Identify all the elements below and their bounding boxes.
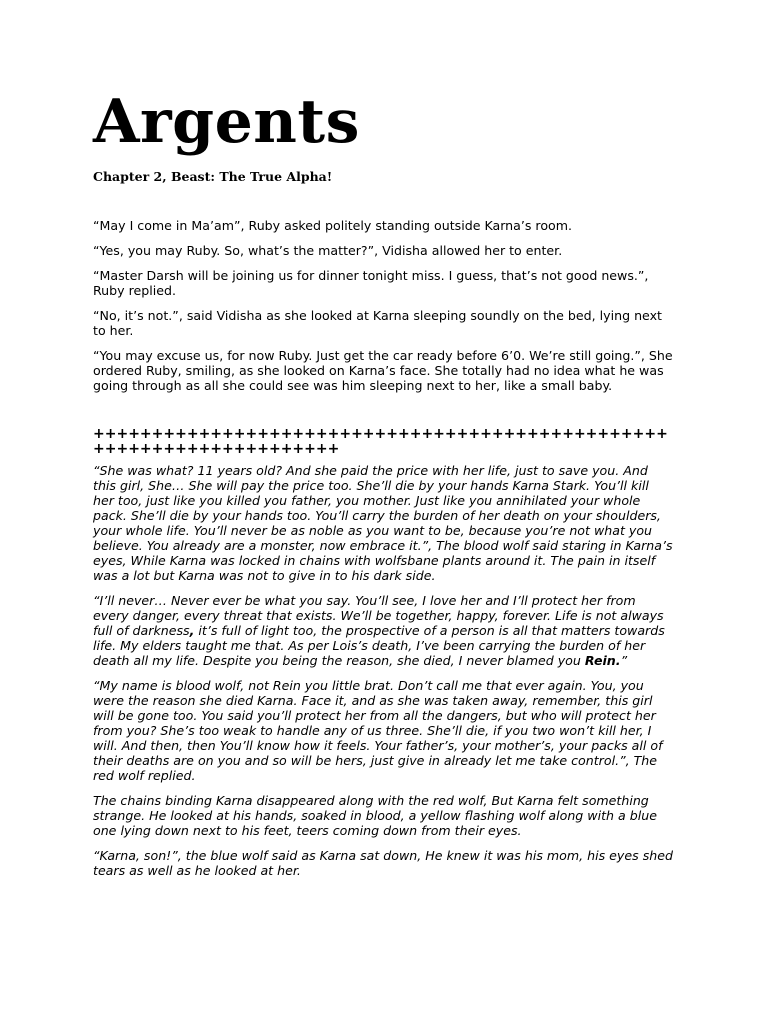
section-separator: ++++++++++++++++++++++++++++++++++++++++++++++++++++++++++++++++++++++ — [93, 426, 668, 457]
italic-paragraph — [93, 593, 673, 668]
italic-paragraph: “My name is blood wolf, not Rein you little brat. Don’t call me that ever again. You, you were the reason she died Karna. Face it, and as she was taken away, remember, this girl will be gone too. You said you’ll protect her from all the dangers, but who will protect her from you? She’s too weak to handle any of us three. She’ll die, if you two won’t kill her, I will. And then, then You’ll know how it feels. Your father’s, your mother’s, your packs all of their deaths are on you and so will be hers, just give in already let me take control.”, The red wolf replied. — [93, 678, 663, 783]
bold-name: Rein. — [584, 653, 621, 668]
italic-paragraph: “She was what? 11 years old? And she paid the price with her life, just to save you. And this girl, She… She will pay the price too. She’ll die by your hands Karna Stark. You’ll kill her too, just like you killed you father, you mother. Just like you annihilated your whole pack. She’ll die by your hands too. You’ll carry the burden of her death on your shoulders, your whole life. You’ll never be as noble as you want to be, because you’re not what you believe. You already are a monster, now embrace it.”, The blood wolf said staring in Karna’s eyes, While Karna was locked in chains with wolfsbane plants around it. The pain in itself was a lot but Karna was not to give in to his dark side. — [93, 463, 673, 583]
paragraph: “You may excuse us, for now Ruby. Just get the car ready before 6’0. We’re still going.”, She ordered Ruby, smiling, as she looked on Karna’s face. She totally had no idea what he was going through as all she could see was him sleeping next to her, like a small baby. — [93, 348, 673, 393]
chapter-subtitle: Chapter 2, Beast: The True Alpha! — [93, 169, 333, 184]
paragraph: “May I come in Ma’am”, Ruby asked politely standing outside Karna’s room. — [93, 218, 572, 233]
paragraph: “No, it’s not.”, said Vidisha as she looked at Karna sleeping soundly on the bed, lying next to her. — [93, 308, 662, 338]
italic-section — [93, 463, 673, 878]
paragraph-text: it’s full of light too, the prospective of a person is all that matters towards life. My elders taught me that. As per Lois’s death, I’ve been carrying the burden of her death all my life. Despite you being the reason, she died, I never blamed you — [93, 623, 665, 668]
italic-paragraph: “Karna, son!”, the blue wolf said as Karna sat down, He knew it was his mom, his eyes shed tears as well as he looked at her. — [93, 848, 673, 878]
italic-paragraph: The chains binding Karna disappeared along with the red wolf, But Karna felt something strange. He looked at his hands, soaked in blood, a yellow flashing wolf along with a blue one lying down next to his feet, teers coming down from their eyes. — [93, 793, 657, 838]
paragraph: “Yes, you may Ruby. So, what’s the matter?”, Vidisha allowed her to enter. — [93, 243, 563, 258]
paragraph-text: “I’ll never… Never ever be what you say. You’ll see, I love her and I’ll protect her from every danger, every threat that exists. We’ll be together, happy, forever. Life is not always full of darkness — [93, 593, 664, 638]
bold-comma: , — [189, 623, 195, 638]
paragraph: “Master Darsh will be joining us for dinner tonight miss. I guess, that’s not good news.”, Ruby replied. — [93, 268, 649, 298]
document-body — [93, 218, 673, 888]
document-title: Argents — [93, 87, 360, 157]
closing-quote: ” — [620, 653, 628, 668]
